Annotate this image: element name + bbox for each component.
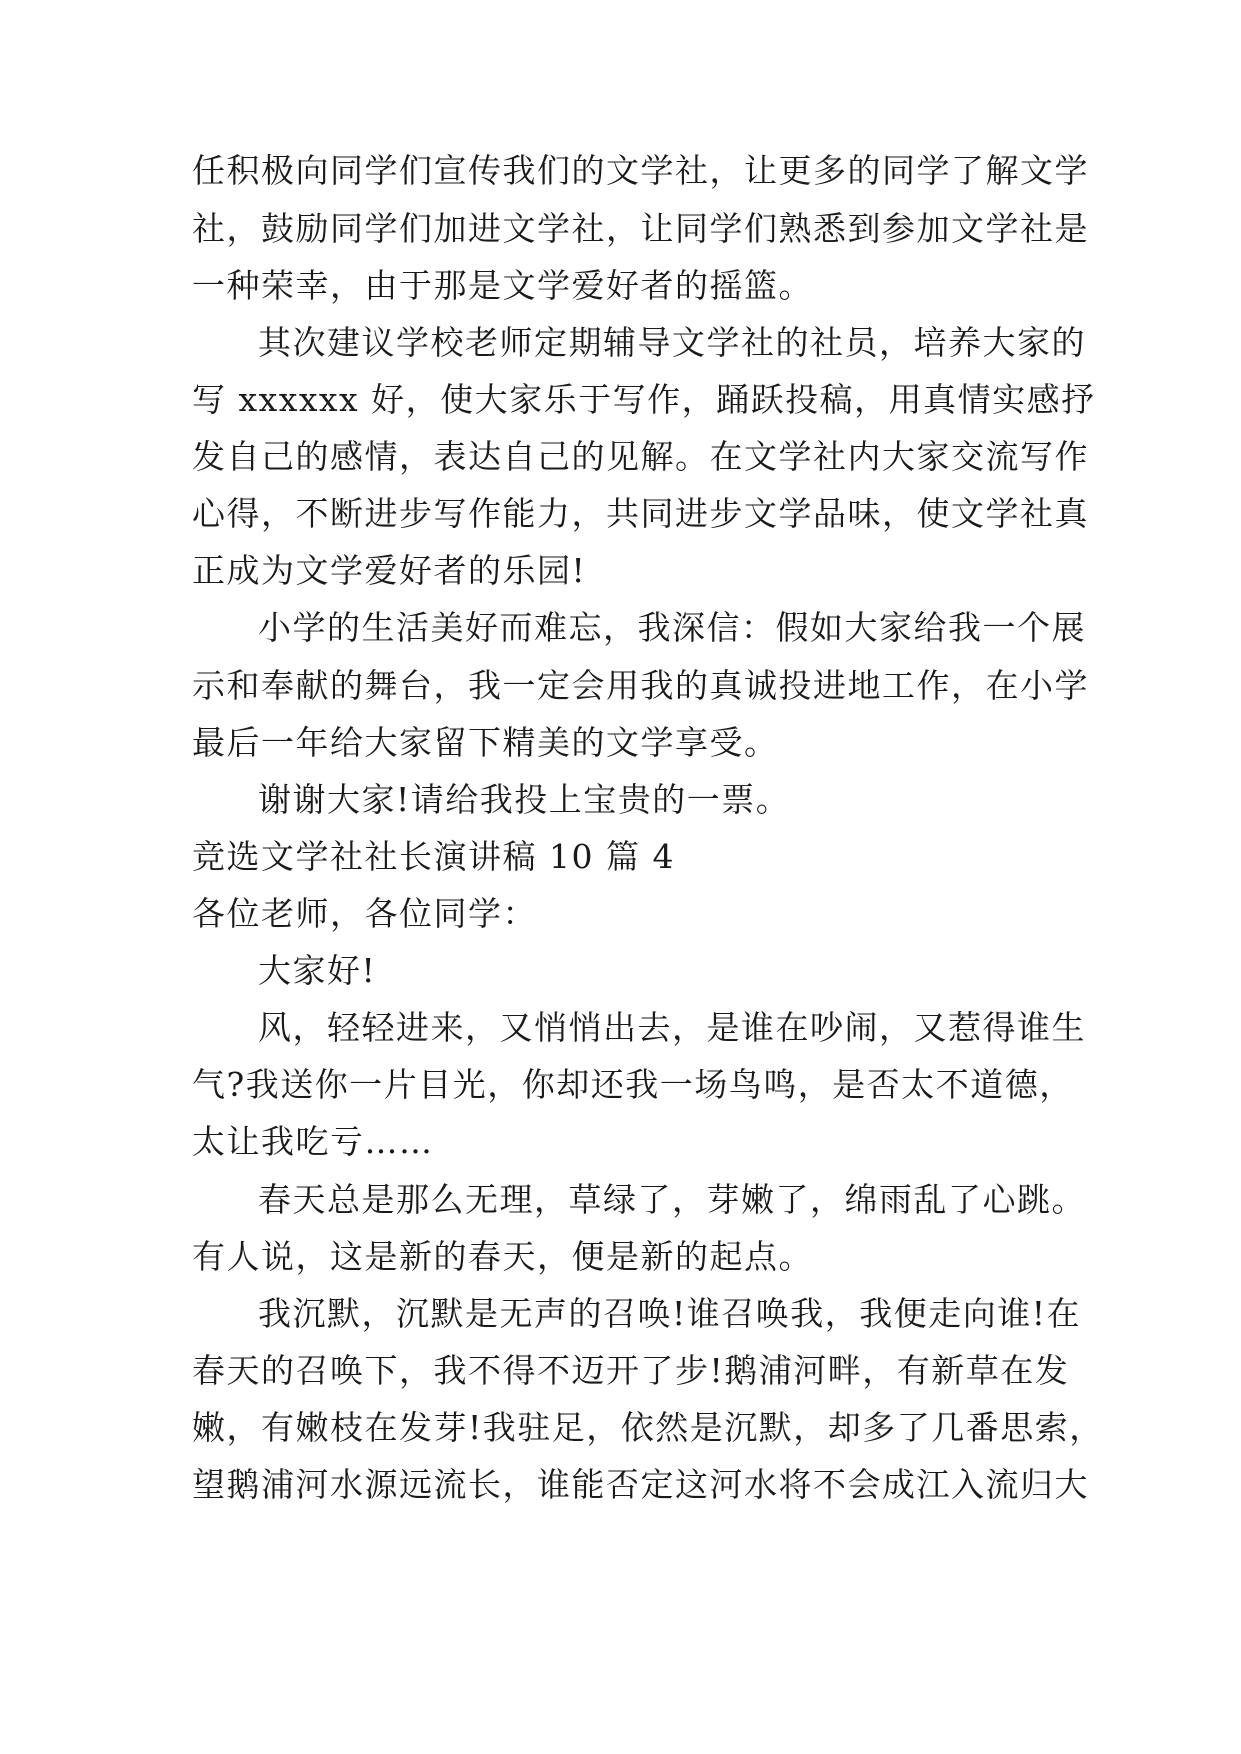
paragraph-line: 望鹅浦河水源远流长，谁能否定这河水将不会成江入流归大 — [192, 1465, 1089, 1504]
paragraph-line: 嫩，有嫩枝在发芽!我驻足，依然是沉默，却多了几番思索， — [192, 1408, 1104, 1447]
paragraph-line: 其次建议学校老师定期辅导文学社的社员，培养大家的 — [258, 323, 1086, 362]
paragraph-line: 气?我送你一片目光，你却还我一场鸟鸣，是否太不道德， — [192, 1065, 1074, 1104]
paragraph-line: 任积极向同学们宣传我们的文学社，让更多的同学了解文学 — [192, 151, 1089, 190]
paragraph-line: 发自己的感情，表达自己的见解。在文学社内大家交流写作 — [192, 437, 1089, 476]
paragraph-line: 春天的召唤下，我不得不迈开了步!鹅浦河畔，有新草在发 — [192, 1351, 1070, 1390]
paragraph-line: 示和奉献的舞台，我一定会用我的真诚投进地工作，在小学 — [192, 666, 1089, 705]
paragraph-line: 风，轻轻进来，又悄悄出去，是谁在吵闹，又惹得谁生 — [258, 1008, 1086, 1047]
paragraph-line: 社，鼓励同学们加进文学社，让同学们熟悉到参加文学社是 — [192, 209, 1089, 248]
section-heading: 竞选文学社社长演讲稿 10 篇 4 — [192, 837, 675, 876]
paragraph-line: 最后一年给大家留下精美的文学享受。 — [192, 723, 779, 762]
paragraph-line: 一种荣幸，由于那是文学爱好者的摇篮。 — [192, 266, 813, 305]
paragraph-line: 心得，不断进步写作能力，共同进步文学品味，使文学社真 — [192, 494, 1089, 533]
paragraph-line: 小学的生活美好而难忘，我深信：假如大家给我一个展 — [258, 608, 1086, 647]
paragraph-line: 有人说，这是新的春天，便是新的起点。 — [192, 1237, 813, 1276]
salutation: 各位老师，各位同学： — [192, 894, 537, 933]
paragraph-line: 谢谢大家!请给我投上宝贵的一票。 — [258, 780, 791, 819]
paragraph-line: 太让我吃亏…… — [192, 1122, 434, 1161]
paragraph-line: 写 xxxxxx 好，使大家乐于写作，踊跃投稿，用真情实感抒 — [192, 380, 1096, 419]
paragraph-line: 我沉默，沉默是无声的召唤!谁召唤我，我便走向谁!在 — [258, 1294, 1082, 1333]
paragraph-line: 春天总是那么无理，草绿了，芽嫩了，绵雨乱了心跳。 — [258, 1180, 1086, 1219]
paragraph-line: 正成为文学爱好者的乐园! — [192, 551, 587, 590]
greeting: 大家好! — [258, 951, 377, 990]
